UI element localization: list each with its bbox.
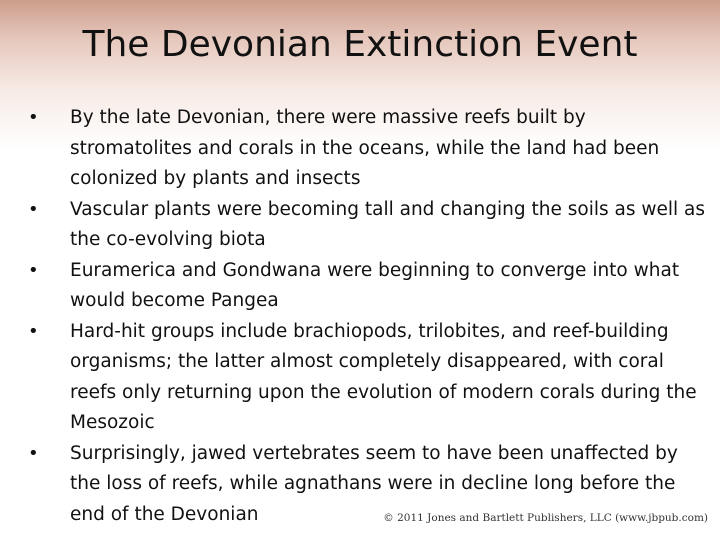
bullet-point-icon: • bbox=[28, 320, 39, 342]
bullet-item bbox=[28, 103, 708, 195]
bullet-point-icon: • bbox=[28, 442, 39, 464]
bullet-text: Euramerica and Gondwana were beginning to converge into what would become Pangea bbox=[70, 259, 680, 311]
bullet-point-icon: • bbox=[28, 198, 39, 220]
bullet-item bbox=[28, 195, 708, 256]
bullet-point-icon: • bbox=[28, 259, 39, 281]
copyright-notice: © 2011 Jones and Bartlett Publishers, LLC (www.jbpub.com) bbox=[383, 512, 708, 524]
bullet-text: Surprisingly, jawed vertebrates seem to have been unaffected by the loss of reefs, while agnathans were in decline long before the end of the Devonian bbox=[70, 442, 678, 525]
bullet-point-icon: • bbox=[28, 107, 39, 128]
bullet-list bbox=[28, 103, 708, 530]
bullet-item bbox=[28, 256, 708, 317]
bullet-text: Hard-hit groups include brachiopods, trilobites, and reef-building organisms; the latter almost completely disappeared, with coral reefs only returning upon the evolution of modern corals during the Mesozoic bbox=[70, 320, 697, 433]
slide-title: The Devonian Extinction Event bbox=[82, 24, 638, 65]
bullet-item bbox=[28, 317, 708, 439]
bullet-text: By the late Devonian, there were massive reefs built by stromatolites and corals in the oceans, while the land had been colonized by plants and insects bbox=[70, 107, 660, 189]
bullet-text: Vascular plants were becoming tall and changing the soils as well as the co-evolving biota bbox=[70, 198, 705, 250]
